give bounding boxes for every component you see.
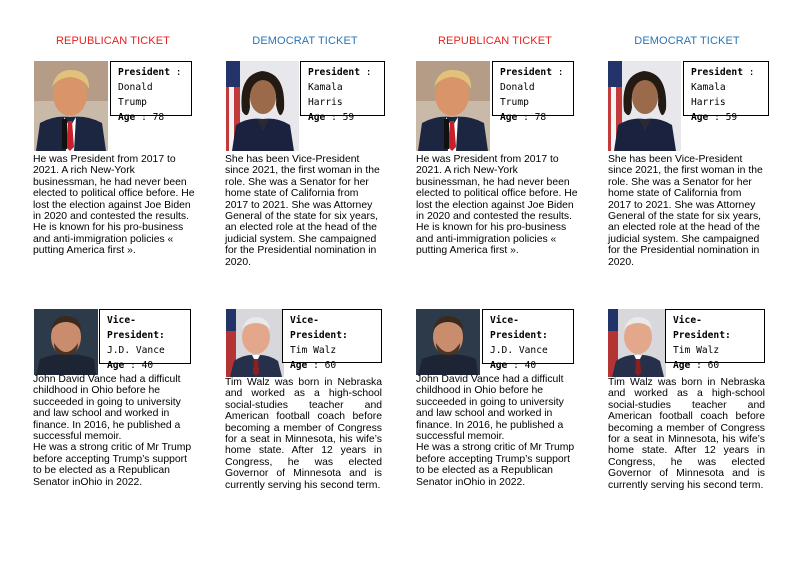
vice-president-info-card [482, 309, 574, 371]
vice-president-age: : 60 [307, 360, 337, 371]
walz-portrait-image [608, 309, 666, 377]
president-bio: She has been Vice-President since 2021, the first woman in the role. She was a Senator for her home state of California from 2017 to 2021. She was Attorney General of the state for six years, an elected role at the head of the judicial system. She campaigned for the Presidential nomination in 2020. [225, 154, 380, 268]
vice-president-bio-paragraph: John David Vance had a difficult childhood in Ohio before he succeeded in going to university and law school and worked in finance. In 2016, he published a successful memoir. [33, 374, 181, 443]
ticket-title: REPUBLICAN TICKET [56, 35, 170, 47]
vance-portrait-image [416, 309, 480, 375]
president-role-sep: : [359, 67, 372, 78]
president-role-label: President [308, 67, 360, 78]
president-name: Donald Trump [500, 82, 535, 108]
vice-president-photo [608, 309, 666, 377]
age-label: Age [500, 112, 518, 123]
president-role-sep: : [742, 67, 755, 78]
vice-president-photo [226, 309, 284, 377]
president-age: : 78 [135, 112, 165, 123]
president-age: : 59 [708, 112, 738, 123]
vice-president-bio-paragraph: John David Vance had a difficult childhood in Ohio before he succeeded in going to university and law school and worked in finance. In 2016, he published a successful memoir. [416, 374, 564, 443]
harris-portrait-image [226, 61, 299, 151]
age-label: Age [691, 112, 709, 123]
vice-president-bio-paragraph: Tim Walz was born in Nebraska and worked as a high-school social-studies teacher and American football coach before becoming a member of Congress for a seat in Minnesota, his wife’s home state. After 12 years in Congress, he was elected Governor of Minnesota and is currently serving his second term. [608, 377, 765, 491]
walz-portrait-image [226, 309, 284, 377]
vice-president-info-card [99, 309, 191, 371]
vice-president-photo [416, 309, 480, 375]
ticket-title: DEMOCRAT TICKET [252, 35, 358, 47]
trump-portrait-image [34, 61, 108, 151]
president-name: Donald Trump [118, 82, 153, 108]
age-label: Age [490, 360, 508, 371]
president-photo [226, 61, 299, 151]
vice-president-photo [34, 309, 98, 375]
president-age: : 78 [517, 112, 547, 123]
president-age: : 59 [325, 112, 355, 123]
president-info-card [492, 61, 574, 123]
age-label: Age [673, 360, 691, 371]
harris-portrait-image [608, 61, 681, 151]
ticket-column-1 [33, 0, 203, 566]
age-label: Age [107, 360, 125, 371]
vice-president-age: : 40 [124, 360, 154, 371]
president-role-sep: : [551, 67, 564, 78]
president-info-card [683, 61, 769, 123]
president-photo [608, 61, 681, 151]
ticket-column-2 [225, 0, 395, 566]
president-photo [34, 61, 108, 151]
vice-president-name: J.D. Vance [490, 345, 548, 356]
vice-president-name: Tim Walz [290, 345, 337, 356]
vice-president-info-card [665, 309, 765, 371]
president-name: Kamala Harris [308, 82, 343, 108]
vice-president-role-label: Vice-President: [107, 315, 165, 341]
ticket-title: REPUBLICAN TICKET [438, 35, 552, 47]
president-photo [416, 61, 490, 151]
president-bio: He was President from 2017 to 2021. A rich New-York businessman, he had never been elected to political office before. He lost the election against Joe Biden in 2020 and contested the results. He is known for his pro-business and anti-immigration policies « putting America first ». [416, 154, 578, 257]
president-role-label: President [691, 67, 743, 78]
vance-portrait-image [34, 309, 98, 375]
vice-president-bio-paragraph: Tim Walz was born in Nebraska and worked as a high-school social-studies teacher and American football coach before becoming a member of Congress for a seat in Minnesota, his wife’s home state. After 12 years in Congress, he was elected Governor of Minnesota and is currently serving his second term. [225, 377, 382, 491]
vice-president-bio-paragraph: He was a strong critic of Mr Trump before accepting Trump’s support to be elected as a Republican Senator inOhio in 2022. [33, 442, 192, 488]
ticket-title: DEMOCRAT TICKET [634, 35, 740, 47]
president-info-card [110, 61, 192, 123]
president-name: Kamala Harris [691, 82, 726, 108]
president-role-label: President [500, 67, 552, 78]
president-bio: She has been Vice-President since 2021, the first woman in the role. She was a Senator for her home state of California from 2017 to 2021. She was Attorney General of the state for six years, an elected role at the head of the judicial system. She campaigned for the Presidential nomination in 2020. [608, 154, 763, 268]
vice-president-role-label: Vice-President: [290, 315, 348, 341]
president-role-sep: : [169, 67, 182, 78]
ticket-column-3 [416, 0, 586, 566]
age-label: Age [290, 360, 308, 371]
vice-president-bio [608, 377, 765, 491]
president-role-label: President [118, 67, 170, 78]
vice-president-role-label: Vice-President: [673, 315, 731, 341]
vice-president-name: J.D. Vance [107, 345, 165, 356]
trump-portrait-image [416, 61, 490, 151]
president-bio: He was President from 2017 to 2021. A rich New-York businessman, he had never been elected to political office before. He lost the election against Joe Biden in 2020 and contested the results. He is known for his pro-business and anti-immigration policies « putting America first ». [33, 154, 195, 257]
age-label: Age [308, 112, 326, 123]
vice-president-bio [225, 377, 382, 491]
vice-president-bio [33, 374, 193, 488]
vice-president-age: : 40 [507, 360, 537, 371]
president-info-card [300, 61, 385, 123]
age-label: Age [118, 112, 136, 123]
vice-president-info-card [282, 309, 382, 371]
vice-president-age: : 60 [690, 360, 720, 371]
vice-president-role-label: Vice-President: [490, 315, 548, 341]
vice-president-bio [416, 374, 576, 488]
vice-president-name: Tim Walz [673, 345, 720, 356]
ticket-column-4 [608, 0, 778, 566]
vice-president-bio-paragraph: He was a strong critic of Mr Trump before accepting Trump’s support to be elected as a Republican Senator inOhio in 2022. [416, 442, 575, 488]
